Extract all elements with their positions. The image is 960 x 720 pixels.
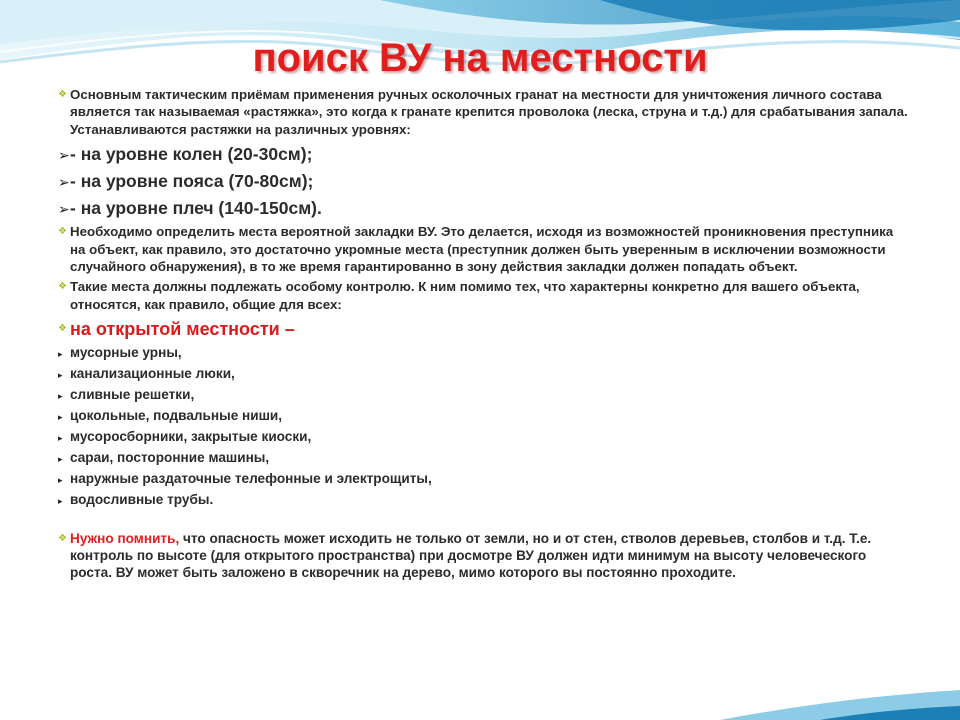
small-bullet-icon: ▸ [58,496,63,507]
open-area-item [58,386,908,403]
open-area-label: на открытой местности [70,319,280,340]
arrow-bullet-icon: ➢ [58,147,70,164]
open-area-item [58,470,908,487]
open-area-item-text: мусорные урны, [70,345,182,361]
slide-title: поиск ВУ на местности [252,36,708,80]
intro-text: Основным тактическим приёмам применения ручных осколочных гранат на местности для уничтожения личного состава является так называемая «растяжка», это когда к гранате крепится проволока (леска, струна и т.д.) для срабатывания запала. Устанавливаются растяжки на различных уровнях: [70,87,908,137]
level-item [58,197,908,219]
open-area-item [58,428,908,445]
reminder-text: что опасность может исходить не только от земли, но и от стен, стволов деревьев, столбов и т.д. Т.е. контроль по высоте (для открытого пространства) при досмотре ВУ должен идти минимум на высоту человеческого роста. ВУ может быть заложено в скворечник на дерево, мимо которого вы постоянно проходите. [70,531,872,581]
open-area-item-text: сараи, посторонние машины, [70,450,270,466]
open-area-item-text: наружные раздаточные телефонные и электрощиты, [70,471,432,487]
open-area-item-text: цокольные, подвальные ниши, [70,408,283,424]
small-bullet-icon: ▸ [58,454,63,465]
small-bullet-icon: ▸ [58,412,63,423]
level-item [58,170,908,192]
open-area-heading [58,318,908,340]
arrow-bullet-icon: ➢ [58,201,70,218]
small-bullet-icon: ▸ [58,433,63,444]
open-area-item-text: канализационные люки, [70,366,235,382]
small-bullet-icon: ▸ [58,391,63,402]
places-paragraph [58,223,908,275]
open-area-item [58,365,908,382]
level-item [58,143,908,165]
diamond-bullet-icon: ❖ [58,226,67,238]
level-text: - на уровне колен (20-30см); [70,144,313,165]
intro-paragraph [58,86,908,138]
reminder-paragraph [58,530,908,581]
open-area-item-text: мусоросборники, закрытые киоски, [70,429,312,445]
diamond-bullet-icon: ❖ [58,323,67,335]
places-text: Необходимо определить места вероятной закладки ВУ. Это делается, исходя из возможностей проникновения преступника на объект, как правило, это достаточно укромные места (преступник должен быть уверенным в исключении возможности случайного обнаружения), в то же время гарантированно в зону действия закладки должен попадать объект. [70,224,894,275]
diamond-bullet-icon: ❖ [58,89,67,100]
level-text: - на уровне пояса (70-80см); [70,171,314,192]
control-paragraph [58,278,908,313]
reminder-lead: Нужно помнить, [70,531,180,547]
control-text: Такие места должны подлежать особому контролю. К ним помимо тех, что характерны конкретно для вашего объекта, относятся, как правило, общие для всех: [70,279,860,312]
open-area-item [58,449,908,466]
level-text: - на уровне плеч (140-150см). [70,198,322,219]
arrow-bullet-icon: ➢ [58,174,70,191]
diamond-bullet-icon: ❖ [58,281,67,293]
open-area-item [58,344,908,361]
small-bullet-icon: ▸ [58,349,63,360]
diamond-bullet-icon: ❖ [58,533,67,545]
small-bullet-icon: ▸ [58,370,63,381]
open-area-item [58,491,908,508]
open-area-item-text: сливные решетки, [70,387,195,403]
open-area-item [58,407,908,424]
slide-body [58,86,908,581]
open-area-item-text: водосливные трубы. [70,492,214,508]
small-bullet-icon: ▸ [58,475,63,486]
open-area-dash: – [279,319,295,340]
